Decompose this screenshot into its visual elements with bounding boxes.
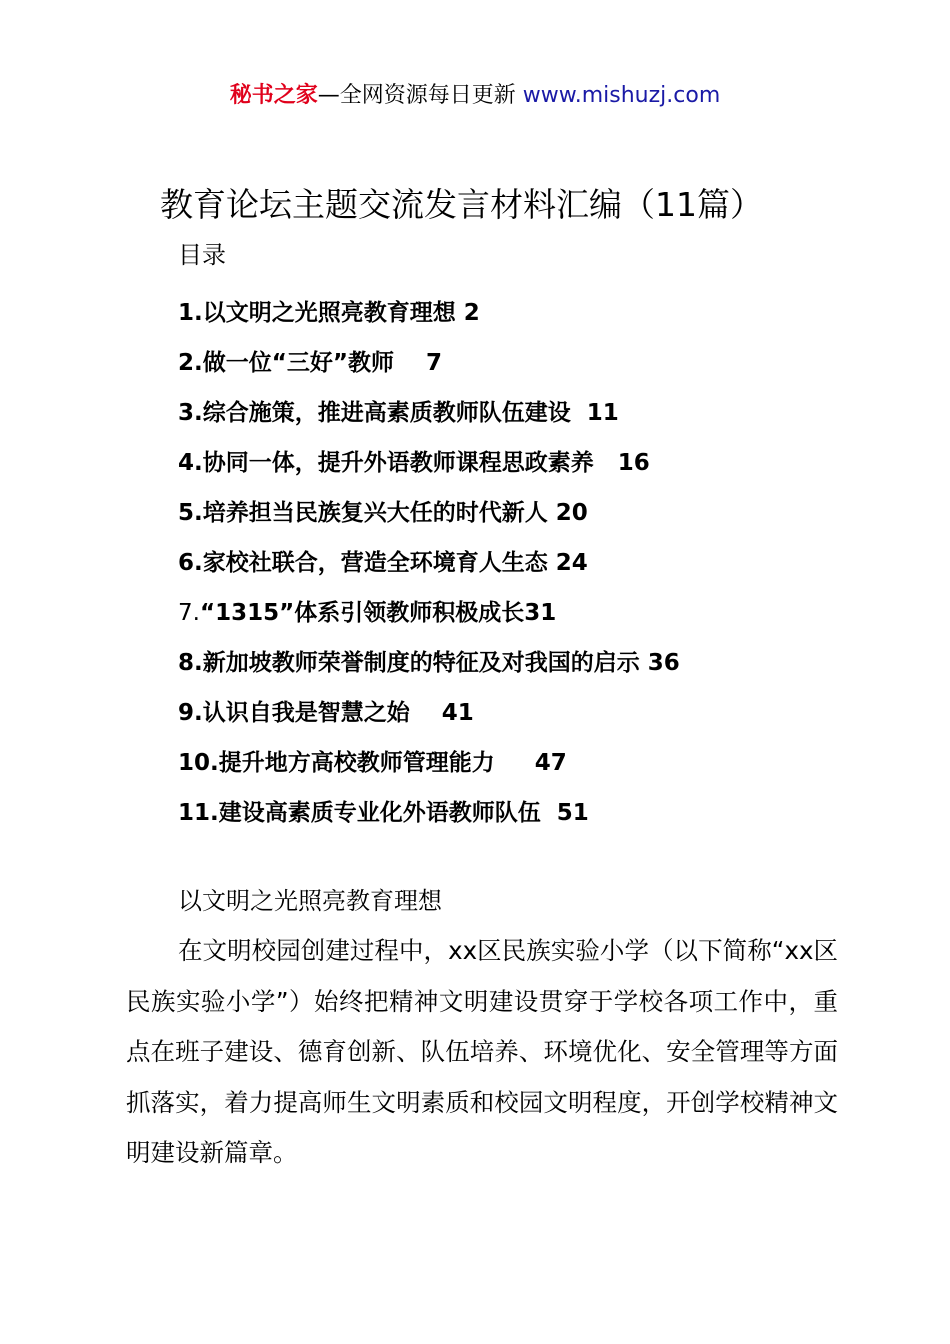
toc-item-number: 1. [178,300,203,326]
document-title: 教育论坛主题交流发言材料汇编（11篇） [160,185,763,224]
toc-item[interactable] [178,388,680,438]
toc-item-text: 提升地方高校教师管理能力 47 [218,750,567,776]
toc-item-number: 2. [178,350,203,376]
toc-item-text: 做一位“三好”教师 7 [202,350,443,376]
toc-item-number: 6. [178,550,203,576]
toc-item-text: 以文明之光照亮教育理想 2 [202,300,480,326]
toc-item[interactable] [178,538,680,588]
toc-item-text: “1315”体系引领教师积极成长31 [199,600,557,626]
toc-item[interactable] [178,738,680,788]
toc-item-number: 10. [178,750,219,776]
header-tagline: —全网资源每日更新 [317,83,523,108]
toc-item-text: 建设高素质专业化外语教师队伍 51 [218,800,589,826]
toc-item-text: 家校社联合，营造全环境育人生态 24 [202,550,588,576]
table-of-contents [178,288,680,838]
toc-item-text: 新加坡教师荣誉制度的特征及对我国的启示 36 [202,650,680,676]
section-title: 以文明之光照亮教育理想 [178,887,442,915]
toc-item-number: 3. [178,400,203,426]
toc-item[interactable] [178,588,680,638]
toc-item-number: 4. [178,450,203,476]
toc-item-number: 5. [178,500,203,526]
toc-item[interactable] [178,488,680,538]
toc-item-text: 认识自我是智慧之始 41 [202,700,474,726]
toc-item[interactable] [178,438,680,488]
body-paragraph: 在文明校园创建过程中，xx区民族实验小学（以下简称“xx区民族实验小学”）始终把精神文明建设贯穿于学校各项工作中，重点在班子建设、德育创新、队伍培养、环境优化、安全管理等方面抓落实，着力提高师生文明素质和校园文明程度，开创学校精神文明建设新篇章。 [126,936,838,1167]
toc-item[interactable] [178,788,680,838]
toc-item-text: 综合施策，推进高素质教师队伍建设 11 [202,400,619,426]
toc-item[interactable] [178,688,680,738]
toc-item[interactable] [178,338,680,388]
toc-item-text: 培养担当民族复兴大任的时代新人 20 [202,500,588,526]
toc-item-number: 8. [178,650,203,676]
toc-item-number: 11. [178,800,219,826]
toc-heading: 目录 [178,241,226,269]
brand-name: 秘书之家 [229,83,318,108]
toc-item-number: 9. [178,700,203,726]
toc-item[interactable] [178,288,680,338]
site-url-link[interactable]: www.mishuzj.com [522,83,721,108]
page-header [0,80,950,112]
toc-item-text: 协同一体，提升外语教师课程思政素养 16 [202,450,650,476]
toc-item-number: 7. [178,600,200,626]
toc-item[interactable] [178,638,680,688]
